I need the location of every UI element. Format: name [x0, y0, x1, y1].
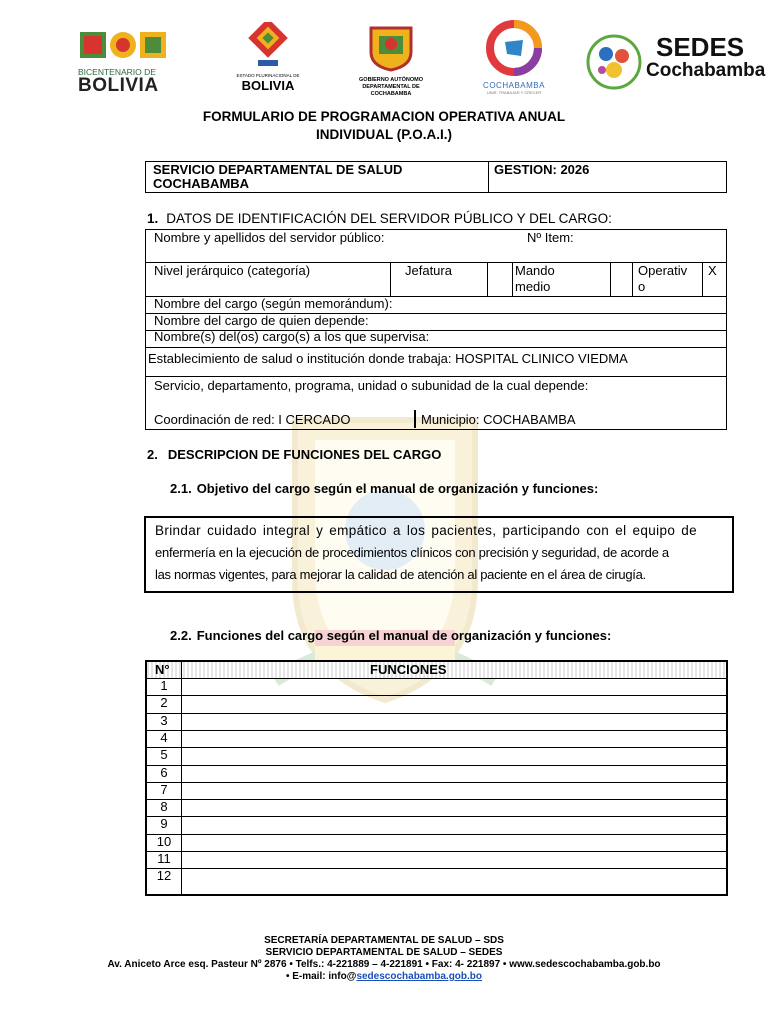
estado-small-text: ESTADO PLURINACIONAL DE [236, 73, 300, 78]
estado-plurinacional-logo [228, 22, 308, 98]
gobierno-cochabamba-logo [355, 22, 427, 98]
table-row-number: 4 [160, 730, 168, 745]
gobierno-line2: DEPARTAMENTAL DE [362, 84, 420, 90]
nombre-cargo-label: Nombre del cargo (según memorándum): [154, 296, 393, 311]
subsection22-heading [170, 628, 611, 643]
bicentenario-main-text: BOLIVIA [78, 75, 159, 96]
table-row-number: 9 [160, 816, 168, 831]
jefatura-label: Jefatura [405, 263, 452, 278]
table-row-number: 8 [160, 799, 168, 814]
table-row-number: 1 [160, 678, 168, 693]
section2-number: 2. [147, 447, 158, 462]
operativo-label-line1: Operativ [638, 263, 688, 278]
table-row-number: 11 [157, 851, 171, 866]
cochabamba-main-text: COCHABAMBA [483, 81, 545, 90]
gestion-label: GESTION: 2026 [494, 162, 590, 177]
estado-main-text: BOLIVIA [241, 78, 295, 93]
table-row-number: 3 [160, 713, 168, 728]
table-row-function-cell[interactable] [182, 748, 726, 764]
footer-email [0, 971, 768, 983]
mando-label-line1: Mando [515, 263, 555, 278]
form-title-line2: INDIVIDUAL (P.O.A.I.) [315, 127, 452, 142]
form-title-line1: FORMULARIO DE PROGRAMACION OPERATIVA ANUAL [202, 109, 566, 124]
objetivo-line3: las normas vigentes, para mejorar la calidad de atención al paciente en el área de cirugía. [155, 567, 646, 582]
sedes-logo [584, 32, 766, 90]
table-row-function-cell[interactable] [182, 869, 726, 885]
establecimiento-label: Establecimiento de salud o institución donde trabaja: HOSPITAL CLINICO VIEDMA [148, 351, 628, 366]
department-shield-icon [365, 22, 417, 72]
sedes-emblem-icon [584, 34, 644, 90]
table-row-function-cell[interactable] [182, 800, 726, 816]
service-name-line1: SERVICIO DEPARTAMENTAL DE SALUD [153, 162, 403, 177]
table-row-function-cell[interactable] [182, 696, 726, 712]
table-row-number: 7 [160, 782, 168, 797]
footer-line1: SECRETARÍA DEPARTAMENTAL DE SALUD – SDS [264, 935, 504, 946]
nivel-label: Nivel jerárquico (categoría) [154, 263, 311, 278]
table-row-function-cell[interactable] [182, 679, 726, 695]
gobierno-line1: GOBIERNO AUTÓNOMO [359, 77, 423, 83]
table-row-number: 12 [156, 868, 172, 883]
sedes-sub-text: Cochabamba [646, 60, 766, 81]
table-row-function-cell[interactable] [182, 817, 726, 833]
bicentenario-pattern-icon [78, 30, 168, 60]
bicentenario-top-text: BICENTENARIO DE [78, 67, 156, 77]
gobierno-line3: COCHABAMBA [370, 91, 412, 97]
table-row-number: 10 [156, 834, 172, 849]
table-row-function-cell[interactable] [182, 766, 726, 782]
coordinacion-label: Coordinación de red: I CERCADO [154, 412, 351, 427]
section1-title: DATOS DE IDENTIFICACIÓN DEL SERVIDOR PÚBLICO Y DEL CARGO: [166, 211, 612, 226]
footer-line3: Av. Aniceto Arce esq. Pasteur Nº 2876 • Telfs.: 4-221889 – 4-221891 • Fax: 4- 221897 • www.sedescochabamba.gob.bo [107, 959, 661, 970]
subsection21-title: Objetivo del cargo según el manual de organización y funciones: [196, 481, 599, 496]
mando-checkbox[interactable] [611, 263, 632, 296]
cochabamba-ring-icon [485, 20, 543, 76]
table-row-number: 6 [160, 765, 168, 780]
subsection21-number: 2.1. [170, 481, 192, 496]
table-row-number: 5 [160, 747, 168, 762]
table-row-function-cell[interactable] [182, 731, 726, 747]
cochabamba-logo [476, 20, 552, 98]
jefatura-checkbox[interactable] [488, 263, 512, 296]
operativo-checkbox-mark[interactable]: X [708, 263, 717, 278]
table-row-function-cell[interactable] [182, 783, 726, 799]
table-row-function-cell[interactable] [182, 852, 726, 868]
item-label: Nº Item: [527, 230, 574, 245]
cargos-supervisa-label: Nombre(s) del(os) cargo(s) a los que supervisa: [154, 329, 430, 344]
servicio-label: Servicio, departamento, programa, unidad o subunidad de la cual depende: [154, 378, 589, 393]
objetivo-line1: Brindar cuidado integral y empático a los pacientes, participando con el equipo de [155, 523, 698, 538]
bicentenario-logo [78, 30, 173, 96]
table-row-function-cell[interactable] [182, 714, 726, 730]
section1-heading [147, 211, 612, 226]
objetivo-line2: enfermería en la ejecución de procedimientos clínicos con precisión y seguridad, de acorde a [155, 545, 669, 560]
cargo-depende-label: Nombre del cargo de quien depende: [154, 313, 369, 328]
cochabamba-sub-text: UNIR, TRABAJAR Y CRECER [486, 90, 542, 95]
table-row-number: 2 [160, 695, 168, 710]
service-name-line2: COCHABAMBA [153, 176, 250, 191]
wiphala-emblem-icon [248, 22, 288, 68]
sedes-main-text: SEDES [656, 32, 745, 62]
section2-title: DESCRIPCION DE FUNCIONES DEL CARGO [167, 447, 442, 462]
nombre-label: Nombre y apellidos del servidor público: [154, 230, 385, 245]
header-n: N° [155, 662, 170, 677]
table-row-function-cell[interactable] [182, 835, 726, 851]
header-funciones: FUNCIONES [370, 662, 447, 677]
section2-heading [147, 447, 441, 462]
operativo-label-line2: o [638, 279, 646, 294]
email-prefix: • E-mail: info@ [285, 971, 357, 982]
subsection22-title: Funciones del cargo según el manual de organización y funciones: [196, 628, 612, 643]
mando-label-line2: medio [515, 279, 551, 294]
email-link[interactable]: sedescochabamba.gob.bo [356, 971, 483, 982]
municipio-label: Municipio: COCHABAMBA [421, 412, 576, 427]
section1-number: 1. [147, 211, 159, 226]
subsection21-heading [170, 481, 598, 496]
footer-line2: SERVICIO DEPARTAMENTAL DE SALUD – SEDES [265, 947, 503, 958]
subsection22-number: 2.2. [170, 628, 192, 643]
